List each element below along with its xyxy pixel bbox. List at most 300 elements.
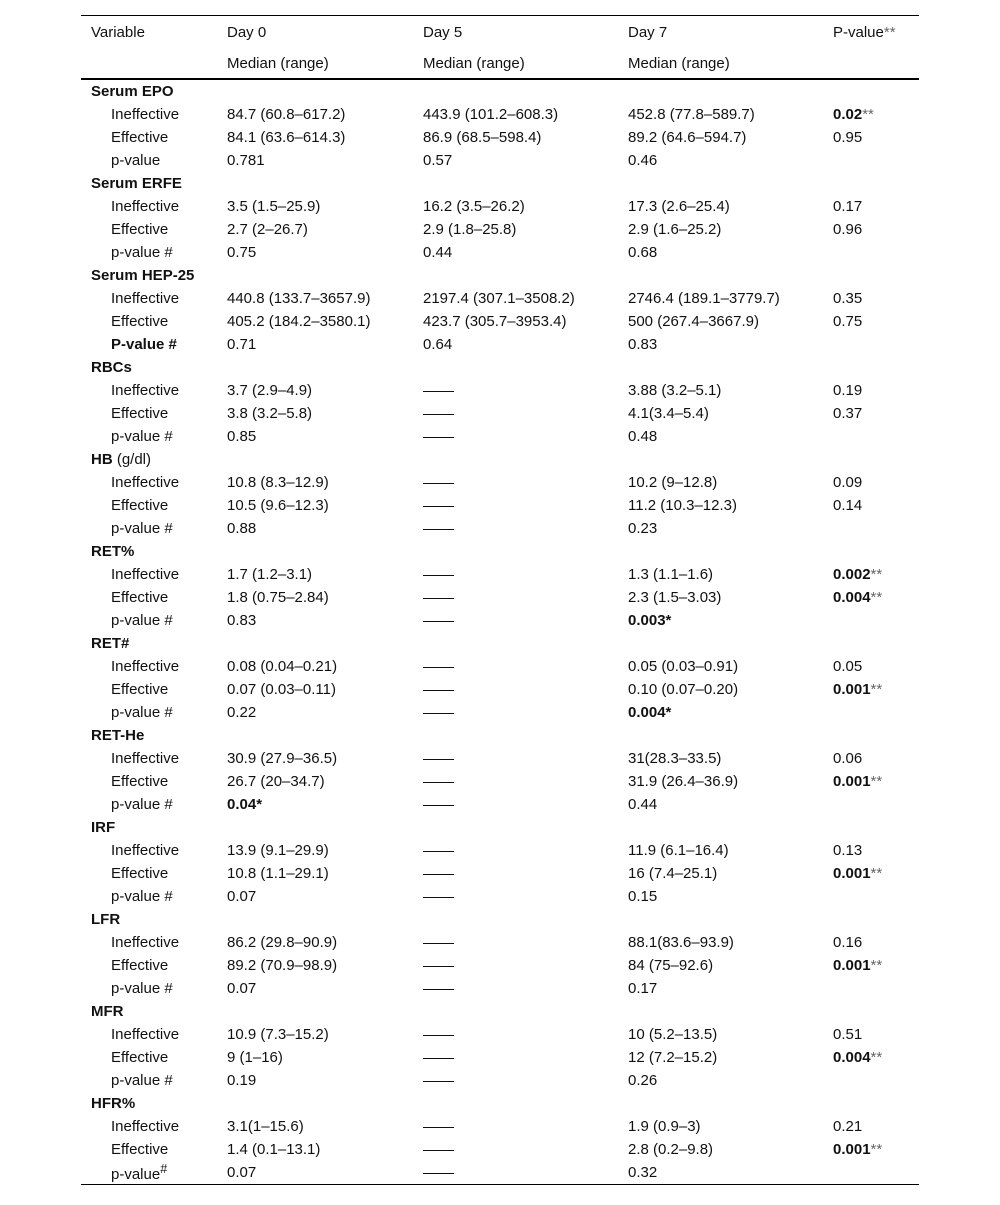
cell-value: 0.002 bbox=[833, 566, 871, 583]
cell-value: 0.07 (0.03–0.11) bbox=[227, 681, 336, 698]
cell-value: 0.37 bbox=[833, 405, 863, 422]
cell-value: 0.75 bbox=[833, 313, 863, 330]
table-cell bbox=[618, 563, 823, 586]
header-sub-day-0: Median (range) bbox=[217, 48, 413, 79]
dash-placeholder bbox=[423, 1173, 454, 1174]
group-row bbox=[81, 172, 919, 195]
table-cell bbox=[217, 770, 413, 793]
table-cell bbox=[823, 885, 919, 908]
cell-value: 0.21 bbox=[833, 1118, 863, 1135]
group-name: MFR bbox=[91, 1003, 124, 1020]
table-cell bbox=[217, 195, 413, 218]
table-row bbox=[81, 1115, 919, 1138]
table-cell bbox=[823, 333, 919, 356]
table-cell bbox=[823, 1023, 919, 1046]
header-row-1 bbox=[81, 16, 919, 49]
table-row bbox=[81, 310, 919, 333]
table-cell bbox=[413, 126, 618, 149]
table-cell bbox=[823, 1161, 919, 1185]
cell-value: 10.8 (1.1–29.1) bbox=[227, 865, 329, 882]
dash-placeholder bbox=[423, 1127, 454, 1128]
row-label-sup: # bbox=[160, 1162, 168, 1176]
cell-value: 0.35 bbox=[833, 290, 863, 307]
table-cell bbox=[823, 655, 919, 678]
table-cell bbox=[823, 126, 919, 149]
table-cell bbox=[217, 1138, 413, 1161]
header-row-2 bbox=[81, 48, 919, 79]
dash-placeholder bbox=[423, 943, 454, 944]
table-cell bbox=[413, 379, 618, 402]
group-name: Serum EPO bbox=[91, 83, 174, 100]
table-cell bbox=[413, 586, 618, 609]
dash-placeholder bbox=[423, 414, 454, 415]
table-cell bbox=[618, 701, 823, 724]
header-day-5: Day 5 bbox=[423, 23, 463, 41]
table-row bbox=[81, 1023, 919, 1046]
table-cell bbox=[823, 1138, 919, 1161]
cell-value: 0.68 bbox=[628, 244, 658, 261]
table-row bbox=[81, 402, 919, 425]
cell-value: 11.9 (6.1–16.4) bbox=[628, 842, 729, 859]
data-table bbox=[81, 15, 919, 1185]
row-label: Ineffective bbox=[111, 1118, 180, 1135]
dash-placeholder bbox=[423, 598, 454, 599]
table-cell bbox=[618, 1161, 823, 1185]
cell-value: 0.17 bbox=[628, 980, 658, 997]
table-cell bbox=[413, 839, 618, 862]
row-label: p-value # bbox=[111, 704, 173, 721]
table-cell bbox=[823, 678, 919, 701]
cell-value: 443.9 (101.2–608.3) bbox=[423, 106, 559, 123]
dash-placeholder bbox=[423, 437, 454, 438]
row-label: Effective bbox=[111, 865, 169, 882]
table-cell bbox=[618, 862, 823, 885]
table-row bbox=[81, 563, 919, 586]
group-name: RET% bbox=[91, 543, 135, 560]
cell-value: 89.2 (70.9–98.9) bbox=[227, 957, 338, 974]
table-cell bbox=[413, 287, 618, 310]
table-cell bbox=[413, 563, 618, 586]
group-name: LFR bbox=[91, 911, 121, 928]
row-label: Ineffective bbox=[111, 750, 180, 767]
header-sub-variable bbox=[81, 48, 217, 79]
cell-value: 0.003* bbox=[628, 612, 672, 629]
table-cell bbox=[618, 218, 823, 241]
table-row bbox=[81, 126, 919, 149]
cell-value: 0.46 bbox=[628, 152, 658, 169]
table-cell bbox=[217, 954, 413, 977]
table-cell bbox=[217, 149, 413, 172]
cell-value: 0.004* bbox=[628, 704, 672, 721]
significance-stars: ** bbox=[870, 1049, 883, 1066]
cell-value: 2.9 (1.8–25.8) bbox=[423, 221, 517, 238]
dash-placeholder bbox=[423, 1058, 454, 1059]
table-cell bbox=[217, 241, 413, 264]
table-cell bbox=[823, 931, 919, 954]
table-cell bbox=[618, 586, 823, 609]
table-cell bbox=[618, 103, 823, 126]
table-cell bbox=[823, 149, 919, 172]
cell-value: 16.2 (3.5–26.2) bbox=[423, 198, 525, 215]
table-row bbox=[81, 586, 919, 609]
significance-stars: ** bbox=[870, 1141, 883, 1158]
group-name: HFR% bbox=[91, 1095, 136, 1112]
dash-placeholder bbox=[423, 506, 454, 507]
cell-value: 0.64 bbox=[423, 336, 453, 353]
cell-value: 0.75 bbox=[227, 244, 257, 261]
cell-value: 0.05 (0.03–0.91) bbox=[628, 658, 739, 675]
table-cell bbox=[217, 701, 413, 724]
row-label-cell bbox=[81, 425, 217, 448]
table-cell bbox=[217, 862, 413, 885]
row-label-cell bbox=[81, 747, 217, 770]
row-label-cell bbox=[81, 931, 217, 954]
table-cell bbox=[618, 793, 823, 816]
dash-placeholder bbox=[423, 483, 454, 484]
table-row bbox=[81, 218, 919, 241]
cell-value: 0.19 bbox=[227, 1072, 257, 1089]
group-row bbox=[81, 724, 919, 747]
row-label-cell bbox=[81, 1115, 217, 1138]
group-label-cell bbox=[81, 448, 919, 471]
table-row bbox=[81, 839, 919, 862]
table-row bbox=[81, 609, 919, 632]
group-row bbox=[81, 448, 919, 471]
table-cell bbox=[618, 1046, 823, 1069]
row-label-cell bbox=[81, 1161, 217, 1185]
table-cell bbox=[413, 218, 618, 241]
cell-value: 0.23 bbox=[628, 520, 658, 537]
cell-value: 86.9 (68.5–598.4) bbox=[423, 129, 542, 146]
table-cell bbox=[823, 494, 919, 517]
group-row bbox=[81, 356, 919, 379]
dash-placeholder bbox=[423, 690, 454, 691]
table-cell bbox=[413, 954, 618, 977]
cell-value: 423.7 (305.7–3953.4) bbox=[423, 313, 567, 330]
cell-value: 452.8 (77.8–589.7) bbox=[628, 106, 755, 123]
cell-value: 0.781 bbox=[227, 152, 265, 169]
table-cell bbox=[618, 609, 823, 632]
table-cell bbox=[618, 678, 823, 701]
table-row bbox=[81, 241, 919, 264]
cell-value: 2197.4 (307.1–3508.2) bbox=[423, 290, 575, 307]
group-label-cell bbox=[81, 172, 919, 195]
table-cell bbox=[823, 701, 919, 724]
row-label: p-value bbox=[111, 152, 161, 169]
row-label: Ineffective bbox=[111, 106, 180, 123]
table-cell bbox=[823, 609, 919, 632]
table-cell bbox=[217, 655, 413, 678]
group-name: RET-He bbox=[91, 727, 145, 744]
table-cell bbox=[618, 149, 823, 172]
table-cell bbox=[413, 241, 618, 264]
row-label-cell bbox=[81, 839, 217, 862]
row-label-cell bbox=[81, 333, 217, 356]
cell-value: 3.1(1–15.6) bbox=[227, 1118, 304, 1135]
header-day-0: Day 0 bbox=[227, 23, 267, 41]
row-label: p-value # bbox=[111, 888, 173, 905]
table-cell bbox=[618, 931, 823, 954]
table-cell bbox=[823, 471, 919, 494]
table-cell bbox=[217, 425, 413, 448]
dash-placeholder bbox=[423, 667, 454, 668]
row-label-cell bbox=[81, 149, 217, 172]
table-cell bbox=[217, 563, 413, 586]
cell-value: 1.7 (1.2–3.1) bbox=[227, 566, 313, 583]
table-cell bbox=[413, 977, 618, 1000]
table-cell bbox=[618, 954, 823, 977]
table-cell bbox=[618, 770, 823, 793]
table-cell bbox=[823, 1115, 919, 1138]
cell-value: 9 (1–16) bbox=[227, 1049, 283, 1066]
cell-value: 84.7 (60.8–617.2) bbox=[227, 106, 346, 123]
table-row bbox=[81, 333, 919, 356]
row-label-cell bbox=[81, 609, 217, 632]
cell-value: 1.4 (0.1–13.1) bbox=[227, 1141, 321, 1158]
cell-value: 0.88 bbox=[227, 520, 257, 537]
table-cell bbox=[217, 287, 413, 310]
table-row bbox=[81, 494, 919, 517]
table-row bbox=[81, 195, 919, 218]
header-variable: Variable bbox=[91, 23, 145, 41]
table-cell bbox=[217, 839, 413, 862]
table-row bbox=[81, 1138, 919, 1161]
row-label-cell bbox=[81, 126, 217, 149]
table-cell bbox=[823, 195, 919, 218]
group-name: Serum ERFE bbox=[91, 175, 182, 192]
cell-value: 31.9 (26.4–36.9) bbox=[628, 773, 739, 790]
table-cell bbox=[823, 862, 919, 885]
row-label-cell bbox=[81, 1023, 217, 1046]
dash-placeholder bbox=[423, 759, 454, 760]
table-row bbox=[81, 1161, 919, 1185]
row-label: Effective bbox=[111, 129, 169, 146]
row-label-cell bbox=[81, 1069, 217, 1092]
cell-value: 500 (267.4–3667.9) bbox=[628, 313, 759, 330]
row-label-cell bbox=[81, 770, 217, 793]
row-label: Effective bbox=[111, 405, 169, 422]
cell-value: 84.1 (63.6–614.3) bbox=[227, 129, 346, 146]
cell-value: 10 (5.2–13.5) bbox=[628, 1026, 718, 1043]
row-label: Effective bbox=[111, 221, 169, 238]
table-row bbox=[81, 149, 919, 172]
table-header bbox=[81, 16, 919, 80]
cell-value: 31(28.3–33.5) bbox=[628, 750, 722, 767]
row-label: Effective bbox=[111, 589, 169, 606]
group-row bbox=[81, 1000, 919, 1023]
table-cell bbox=[618, 1023, 823, 1046]
table-cell bbox=[217, 494, 413, 517]
row-label: p-value # bbox=[111, 980, 173, 997]
table-row bbox=[81, 770, 919, 793]
row-label-cell bbox=[81, 678, 217, 701]
cell-value: 17.3 (2.6–25.4) bbox=[628, 198, 730, 215]
row-label: Ineffective bbox=[111, 290, 180, 307]
table-cell bbox=[217, 1023, 413, 1046]
cell-value: 13.9 (9.1–29.9) bbox=[227, 842, 329, 859]
table-cell bbox=[618, 402, 823, 425]
row-label-cell bbox=[81, 379, 217, 402]
table-cell bbox=[618, 494, 823, 517]
cell-value: 0.10 (0.07–0.20) bbox=[628, 681, 739, 698]
table-cell bbox=[217, 333, 413, 356]
table-cell bbox=[217, 678, 413, 701]
table-cell bbox=[823, 1046, 919, 1069]
dash-placeholder bbox=[423, 621, 454, 622]
table-cell bbox=[618, 1069, 823, 1092]
table-row bbox=[81, 793, 919, 816]
table-cell bbox=[413, 517, 618, 540]
table-cell bbox=[413, 701, 618, 724]
dash-placeholder bbox=[423, 966, 454, 967]
table-cell bbox=[413, 425, 618, 448]
row-label: Ineffective bbox=[111, 658, 180, 675]
dash-placeholder bbox=[423, 1150, 454, 1151]
table-cell bbox=[823, 103, 919, 126]
table-row bbox=[81, 1046, 919, 1069]
table-cell bbox=[217, 517, 413, 540]
row-label-cell bbox=[81, 954, 217, 977]
table-cell bbox=[217, 1069, 413, 1092]
cell-value: 0.02 bbox=[833, 106, 863, 123]
table-cell bbox=[217, 218, 413, 241]
row-label-cell bbox=[81, 241, 217, 264]
group-label-cell bbox=[81, 632, 919, 655]
table-cell bbox=[618, 1115, 823, 1138]
significance-stars: ** bbox=[870, 589, 883, 606]
cell-value: 0.07 bbox=[227, 888, 257, 905]
group-row bbox=[81, 540, 919, 563]
cell-value: 16 (7.4–25.1) bbox=[628, 865, 718, 882]
significance-stars: ** bbox=[870, 681, 883, 698]
row-label-cell bbox=[81, 563, 217, 586]
row-label-cell bbox=[81, 494, 217, 517]
cell-value: 1.8 (0.75–2.84) bbox=[227, 589, 329, 606]
table-cell bbox=[217, 586, 413, 609]
cell-value: 0.32 bbox=[628, 1164, 658, 1181]
cell-value: 0.004 bbox=[833, 1049, 871, 1066]
table-row bbox=[81, 1069, 919, 1092]
table-cell bbox=[618, 747, 823, 770]
table-cell bbox=[217, 977, 413, 1000]
dash-placeholder bbox=[423, 1081, 454, 1082]
table-cell bbox=[823, 747, 919, 770]
table-cell bbox=[413, 609, 618, 632]
dash-placeholder bbox=[423, 529, 454, 530]
group-row bbox=[81, 908, 919, 931]
cell-value: 0.14 bbox=[833, 497, 863, 514]
cell-value: 0.001 bbox=[833, 1141, 871, 1158]
table-row bbox=[81, 379, 919, 402]
cell-value: 0.15 bbox=[628, 888, 658, 905]
table-row bbox=[81, 517, 919, 540]
cell-value: 0.001 bbox=[833, 773, 871, 790]
group-label-cell bbox=[81, 1000, 919, 1023]
row-label: Ineffective bbox=[111, 474, 180, 491]
group-row bbox=[81, 1092, 919, 1115]
cell-value: 0.001 bbox=[833, 957, 871, 974]
row-label: Effective bbox=[111, 1141, 169, 1158]
table-cell bbox=[823, 977, 919, 1000]
group-label-cell bbox=[81, 79, 919, 103]
cell-value: 0.17 bbox=[833, 198, 863, 215]
table-cell bbox=[217, 1046, 413, 1069]
table-cell bbox=[823, 1069, 919, 1092]
cell-value: 89.2 (64.6–594.7) bbox=[628, 129, 747, 146]
table-cell bbox=[823, 402, 919, 425]
cell-value: 0.85 bbox=[227, 428, 257, 445]
row-label: p-value # bbox=[111, 244, 173, 261]
table-row bbox=[81, 931, 919, 954]
cell-value: 2746.4 (189.1–3779.7) bbox=[628, 290, 780, 307]
dash-placeholder bbox=[423, 874, 454, 875]
table-cell bbox=[413, 103, 618, 126]
table-row bbox=[81, 862, 919, 885]
table-cell bbox=[823, 793, 919, 816]
table-cell bbox=[413, 1046, 618, 1069]
group-label-cell bbox=[81, 1092, 919, 1115]
cell-value: 4.1(3.4–5.4) bbox=[628, 405, 709, 422]
cell-value: 26.7 (20–34.7) bbox=[227, 773, 325, 790]
cell-value: 1.9 (0.9–3) bbox=[628, 1118, 701, 1135]
cell-value: 2.7 (2–26.7) bbox=[227, 221, 308, 238]
table-cell bbox=[217, 1115, 413, 1138]
table-cell bbox=[413, 931, 618, 954]
table-cell bbox=[413, 747, 618, 770]
row-label: Ineffective bbox=[111, 1026, 180, 1043]
header-sub-pvalue bbox=[823, 48, 919, 79]
dash-placeholder bbox=[423, 851, 454, 852]
row-label-cell bbox=[81, 1046, 217, 1069]
table-cell bbox=[413, 1138, 618, 1161]
group-name: HB bbox=[91, 451, 113, 468]
table-cell bbox=[823, 563, 919, 586]
table-cell bbox=[217, 402, 413, 425]
table-cell bbox=[823, 770, 919, 793]
header-pvalue-stars: ** bbox=[883, 23, 896, 41]
table-row bbox=[81, 885, 919, 908]
cell-value: 10.5 (9.6–12.3) bbox=[227, 497, 329, 514]
group-label-cell bbox=[81, 908, 919, 931]
table-cell bbox=[217, 1161, 413, 1185]
group-label-cell bbox=[81, 724, 919, 747]
table-cell bbox=[823, 839, 919, 862]
group-label-cell bbox=[81, 540, 919, 563]
row-label-cell bbox=[81, 586, 217, 609]
cell-value: 30.9 (27.9–36.5) bbox=[227, 750, 338, 767]
cell-value: 12 (7.2–15.2) bbox=[628, 1049, 718, 1066]
dash-placeholder bbox=[423, 713, 454, 714]
table-cell bbox=[217, 931, 413, 954]
group-row bbox=[81, 632, 919, 655]
table-cell bbox=[618, 977, 823, 1000]
row-label: p-value bbox=[111, 1166, 161, 1183]
table-cell bbox=[823, 241, 919, 264]
cell-value: 0.004 bbox=[833, 589, 871, 606]
cell-value: 88.1(83.6–93.9) bbox=[628, 934, 734, 951]
row-label-cell bbox=[81, 310, 217, 333]
table-row bbox=[81, 747, 919, 770]
cell-value: 0.83 bbox=[628, 336, 658, 353]
row-label: Effective bbox=[111, 1049, 169, 1066]
cell-value: 0.57 bbox=[423, 152, 453, 169]
cell-value: 0.13 bbox=[833, 842, 863, 859]
dash-placeholder bbox=[423, 391, 454, 392]
row-label: p-value # bbox=[111, 520, 173, 537]
cell-value: 0.96 bbox=[833, 221, 863, 238]
cell-value: 0.001 bbox=[833, 681, 871, 698]
row-label-cell bbox=[81, 402, 217, 425]
